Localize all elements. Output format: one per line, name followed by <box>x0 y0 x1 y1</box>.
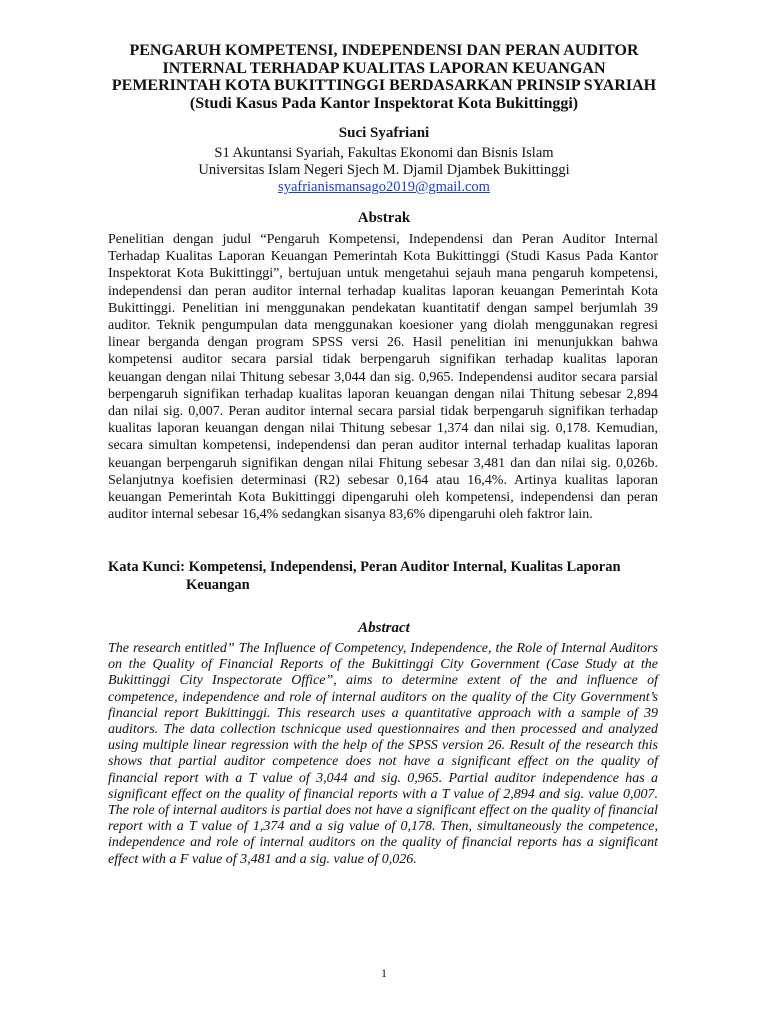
author-affiliation-faculty: S1 Akuntansi Syariah, Fakultas Ekonomi dan Bisnis Islam <box>214 145 554 161</box>
author-name: Suci Syafriani <box>338 125 430 141</box>
page-number: 1 <box>381 966 387 980</box>
author-email-link[interactable]: syafrianismansago2019@gmail.com <box>278 179 490 195</box>
abstract-body: The research entitled” The Influence of Competency, Independence, the Role of Internal Auditors on the Quality of Financial Reports of the Bukittinggi City Government (Case Study at the Bukittinggi City Inspectorate Office”, aims to determine extent of the and influence of competence, independence and role of internal auditors on the quality of the City Government’s financial report Bukittinggi. This research uses a quantitative approach with a sample of 39 auditors. The data collection tschnicque used questionnaires and then processed and analyzed using multiple linear regression with the help of the SPSS version 26. Result of the research this shows that partial auditor competence does not have a significant effect on the quality of financial report with a T value of 3,044 and sig. 0,965. Partial auditor independence has a significant effect on the quality of financial reports with a T value of 2,894 and sig. value 0,007. The role of internal auditors is partial does not have a significant effect on the quality of financial report with a T value of 1,374 and a sig value of 0,178. Then, simultaneously the competence, independence and role of internal auditors on the quality of financial reports has a significant effect with a F value of 3,481 and a sig. value of 0,026. <box>108 641 658 867</box>
author-email <box>0 179 768 196</box>
title-line-3: PEMERINTAH KOTA BUKITTINGGI BERDASARKAN PRINSIP SYARIAH <box>111 77 657 94</box>
paper-title <box>80 42 688 112</box>
abstrak-body: Penelitian dengan judul “Pengaruh Kompetensi, Independensi dan Peran Auditor Internal Terhadap Kualitas Laporan Keuangan Pemerintah Kota Bukittinggi (Studi Kasus Pada Kantor Inspektorat Kota Bukittinggi”, bertujuan untuk mengetahui sejauh mana pengaruh kompetensi, independensi dan peran auditor internal terhadap kualitas laporan keuangan Pemerintah Kota Bukittinggi. Penelitian ini menggunakan pendekatan kuantitatif dengan sampel berjumlah 39 auditor. Teknik pengumpulan data menggunakan koesioner yang diolah menggunakan regresi linear berganda dengan program SPSS versi 26. Hasil penelitian ini menunjukkan bahwa kompetensi auditor secara parsial tidak berpengaruh signifikan terhadap kualitas laporan keuangan dengan nilai Thitung sebesar 3,044 dan sig. 0,965. Independensi auditor secara parsial berpengaruh signifikan terhadap kualitas laporan keuangan dengan nilai Thitung sebesar 2,894 dan nilai sig. 0,007. Peran auditor internal secara parsial tidak berpengaruh signifikan terhadap kualitas laporan keuangan dengan nilai Thitung sebesar 1,374 dan nilai sig. 0,178. Kemudian, secara simultan kompetensi, independensi dan peran auditor internal terhadap kualitas laporan keuangan berpengaruh signifikan dengan nilai Fhitung sebesar 3,481 dan dan nilai sig. 0,026b. Selanjutnya koefisien determinasi (R2) sebesar 0,164 atau 16,4%. Artinya kualitas laporan keuangan Pemerintah Kota Bukittinggi dipengaruhi oleh kompetensi, independensi dan peran auditor internal sebesar 16,4% sedangkan sisanya 83,6% dipengaruhi oleh faktror lain. <box>108 232 658 523</box>
keywords-line-2: Keuangan <box>186 577 250 593</box>
abstract-heading: Abstract <box>358 620 410 636</box>
title-line-2: INTERNAL TERHADAP KUALITAS LAPORAN KEUANGAN <box>162 59 606 77</box>
title-line-1: PENGARUH KOMPETENSI, INDEPENDENSI DAN PERAN AUDITOR <box>129 42 639 59</box>
abstrak-heading: Abstrak <box>357 210 411 226</box>
author-affiliation-university: Universitas Islam Negeri Sjech M. Djamil Djambek Bukittinggi <box>198 162 570 178</box>
title-line-4: (Studi Kasus Pada Kantor Inspektorat Kota Bukittinggi) <box>189 94 579 112</box>
keywords-label: Kata Kunci: <box>108 559 185 575</box>
keywords <box>108 558 658 594</box>
keywords-line-1: Kompetensi, Independensi, Peran Auditor Internal, Kualitas Laporan <box>188 559 621 575</box>
